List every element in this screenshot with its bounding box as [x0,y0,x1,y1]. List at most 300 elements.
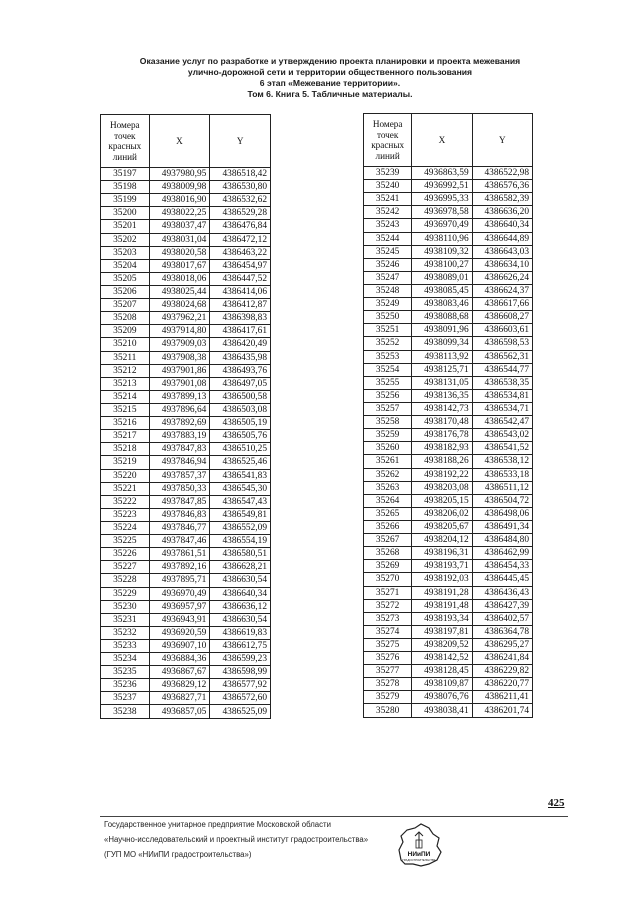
y-coordinate-cell: 4386640,34 [210,587,271,600]
x-coordinate-cell: 4938206,02 [412,507,472,520]
point-number-cell: 35274 [364,625,412,638]
x-coordinate-cell: 4937861,51 [149,548,210,561]
y-coordinate-cell: 4386643,03 [472,245,532,258]
table-row [101,299,271,312]
table-row [364,652,533,665]
table-row [101,194,271,207]
y-coordinate-cell: 4386454,97 [210,259,271,272]
y-coordinate-cell: 4386364,78 [472,625,532,638]
point-number-cell: 35238 [101,705,150,718]
x-coordinate-cell: 4937892,69 [149,417,210,430]
y-coordinate-cell: 4386552,09 [210,521,271,534]
y-coordinate-cell: 4386533,18 [472,468,532,481]
y-coordinate-cell: 4386510,25 [210,443,271,456]
x-coordinate-cell: 4936957,97 [149,600,210,613]
table-row [364,691,533,704]
y-coordinate-cell: 4386582,39 [472,193,532,206]
point-number-cell: 35253 [364,350,412,363]
table-row [364,180,533,193]
point-number-cell: 35279 [364,691,412,704]
y-coordinate-cell: 4386572,60 [210,692,271,705]
x-coordinate-cell: 4936829,12 [149,679,210,692]
x-coordinate-cell: 4938205,67 [412,520,472,533]
point-number-cell: 35224 [101,521,150,534]
point-number-cell: 35249 [364,298,412,311]
table-row [364,350,533,363]
x-coordinate-cell: 4938142,52 [412,652,472,665]
point-number-cell: 35207 [101,299,150,312]
logo-text: НИиПИ [407,851,431,858]
table-row [364,625,533,638]
header-line-4: Том 6. Книга 5. Табличные материалы. [247,89,413,99]
page-number: 425 [548,797,565,809]
y-coordinate-cell: 4386617,66 [472,298,532,311]
table-row [364,284,533,297]
table-row [364,678,533,691]
table-row [101,338,271,351]
x-coordinate-cell: 4937914,80 [149,325,210,338]
point-number-cell: 35227 [101,561,150,574]
y-coordinate-cell: 4386619,83 [210,626,271,639]
table-row [101,666,271,679]
x-coordinate-cell: 4938031,04 [149,233,210,246]
table-row [364,193,533,206]
point-number-cell: 35248 [364,284,412,297]
y-coordinate-cell: 4386511,12 [472,481,532,494]
point-number-cell: 35272 [364,599,412,612]
point-number-cell: 35280 [364,704,412,717]
point-number-cell: 35206 [101,285,150,298]
x-coordinate-cell: 4938191,28 [412,586,472,599]
y-coordinate-cell: 4386201,74 [472,704,532,717]
x-coordinate-cell: 4938100,27 [412,258,472,271]
point-number-header: Номера точек красных линий [364,114,412,167]
x-coordinate-cell: 4938017,67 [149,259,210,272]
x-coordinate-cell: 4938203,08 [412,481,472,494]
table-row [364,442,533,455]
institute-logo-icon [393,820,445,872]
table-row [101,364,271,377]
point-number-cell: 35202 [101,233,150,246]
point-number-cell: 35210 [101,338,150,351]
x-coordinate-cell: 4938009,98 [149,181,210,194]
x-coordinate-cell: 4937847,83 [149,443,210,456]
table-row [364,704,533,717]
point-number-cell: 35268 [364,547,412,560]
table-row [101,285,271,298]
point-number-cell: 35266 [364,520,412,533]
x-coordinate-cell: 4937896,64 [149,403,210,416]
table-row [101,679,271,692]
x-coordinate-cell: 4937847,85 [149,495,210,508]
y-coordinate-cell: 4386624,37 [472,284,532,297]
x-coordinate-cell: 4937846,77 [149,521,210,534]
table-row [101,561,271,574]
y-coordinate-cell: 4386211,41 [472,691,532,704]
table-row [364,547,533,560]
y-coordinate-cell: 4386530,80 [210,181,271,194]
x-coordinate-cell: 4938016,90 [149,194,210,207]
point-number-cell: 35215 [101,403,150,416]
table-row [101,181,271,194]
x-coordinate-cell: 4938099,34 [412,337,472,350]
point-number-cell: 35244 [364,232,412,245]
x-coordinate-cell: 4938197,81 [412,625,472,638]
y-coordinate-cell: 4386636,20 [472,206,532,219]
y-coordinate-cell: 4386598,99 [210,666,271,679]
table-row [101,521,271,534]
x-coordinate-cell: 4937892,16 [149,561,210,574]
x-coordinate-cell: 4938191,48 [412,599,472,612]
x-coordinate-cell: 4938109,87 [412,678,472,691]
y-coordinate-cell: 4386626,24 [472,271,532,284]
point-number-cell: 35258 [364,416,412,429]
y-coordinate-cell: 4386436,43 [472,586,532,599]
table-row [101,548,271,561]
table-row [364,573,533,586]
y-coordinate-cell: 4386518,42 [210,168,271,181]
y-coordinate-cell: 4386498,06 [472,507,532,520]
table-row [101,443,271,456]
x-coordinate-cell: 4938196,31 [412,547,472,560]
point-number-cell: 35245 [364,245,412,258]
y-coordinate-cell: 4386402,57 [472,612,532,625]
x-coordinate-cell: 4936920,59 [149,626,210,639]
table-row [101,246,271,259]
point-number-cell: 35222 [101,495,150,508]
point-number-cell: 35209 [101,325,150,338]
x-coordinate-cell: 4938188,26 [412,455,472,468]
table-row [364,337,533,350]
header-line-3: 6 этап «Межевание территории». [259,78,401,88]
x-coordinate-cell: 4936970,49 [149,587,210,600]
x-coordinate-cell: 4937901,08 [149,377,210,390]
x-coordinate-cell: 4938088,68 [412,311,472,324]
x-header: X [412,114,472,167]
x-coordinate-cell: 4938022,25 [149,207,210,220]
y-coordinate-cell: 4386534,81 [472,389,532,402]
point-number-cell: 35257 [364,402,412,415]
point-number-header: Номера точек красных линий [101,115,150,168]
table-row [364,271,533,284]
table-row [364,245,533,258]
y-coordinate-cell: 4386599,23 [210,653,271,666]
y-coordinate-cell: 4386529,28 [210,207,271,220]
table-row [364,494,533,507]
table-body-right [364,167,533,718]
x-coordinate-cell: 4937908,38 [149,351,210,364]
x-coordinate-cell: 4938142,73 [412,402,472,415]
table-row [101,430,271,443]
point-number-cell: 35217 [101,430,150,443]
table-body-left [101,168,271,719]
point-number-cell: 35239 [364,167,412,180]
table-row [101,653,271,666]
table-row [364,455,533,468]
table-row [364,481,533,494]
y-coordinate-cell: 4386554,19 [210,535,271,548]
table-row [101,351,271,364]
table-row [101,600,271,613]
y-coordinate-cell: 4386241,84 [472,652,532,665]
table-row [364,376,533,389]
point-number-cell: 35223 [101,508,150,521]
point-number-cell: 35261 [364,455,412,468]
x-coordinate-cell: 4938125,71 [412,363,472,376]
table-row [364,258,533,271]
x-coordinate-cell: 4938110,96 [412,232,472,245]
table-row [364,167,533,180]
table-row [101,272,271,285]
y-coordinate-cell: 4386612,75 [210,639,271,652]
y-coordinate-cell: 4386547,43 [210,495,271,508]
point-number-cell: 35204 [101,259,150,272]
y-coordinate-cell: 4386608,27 [472,311,532,324]
y-coordinate-cell: 4386628,21 [210,561,271,574]
table-row [364,206,533,219]
table-row [364,612,533,625]
y-coordinate-cell: 4386522,98 [472,167,532,180]
table-row [101,259,271,272]
header-line-2: улично-дорожной сети и территории общественного пользования [187,67,473,77]
table-row [101,587,271,600]
x-coordinate-cell: 4937850,33 [149,482,210,495]
header-line-1: Оказание услуг по разработке и утверждению проекта планировки и проекта межевания [139,56,521,66]
table-row [364,665,533,678]
y-coordinate-cell: 4386505,76 [210,430,271,443]
point-number-cell: 35240 [364,180,412,193]
point-number-cell: 35218 [101,443,150,456]
y-header: Y [472,114,532,167]
table-row [364,520,533,533]
x-coordinate-cell: 4936884,36 [149,653,210,666]
table-header-row [101,115,271,168]
table-row [101,469,271,482]
table-row [364,298,533,311]
y-coordinate-cell: 4386630,54 [210,613,271,626]
y-coordinate-cell: 4386598,53 [472,337,532,350]
y-coordinate-cell: 4386503,08 [210,403,271,416]
table-row [364,324,533,337]
y-coordinate-cell: 4386497,05 [210,377,271,390]
y-coordinate-cell: 4386543,02 [472,429,532,442]
y-coordinate-cell: 4386545,30 [210,482,271,495]
y-coordinate-cell: 4386636,12 [210,600,271,613]
y-coordinate-cell: 4386562,31 [472,350,532,363]
y-coordinate-cell: 4386417,61 [210,325,271,338]
point-number-cell: 35267 [364,534,412,547]
x-coordinate-cell: 4938038,41 [412,704,472,717]
point-number-cell: 35219 [101,456,150,469]
x-coordinate-cell: 4936992,51 [412,180,472,193]
x-coordinate-cell: 4938176,78 [412,429,472,442]
x-coordinate-cell: 4936863,59 [412,167,472,180]
table-row [101,403,271,416]
y-coordinate-cell: 4386229,82 [472,665,532,678]
table-row [101,390,271,403]
x-coordinate-cell: 4936867,67 [149,666,210,679]
table-row [364,638,533,651]
table-row [101,705,271,718]
table-row [101,535,271,548]
y-coordinate-cell: 4386398,83 [210,312,271,325]
point-number-cell: 35235 [101,666,150,679]
point-number-cell: 35201 [101,220,150,233]
x-coordinate-cell: 4938020,58 [149,246,210,259]
point-number-cell: 35234 [101,653,150,666]
x-coordinate-cell: 4937846,83 [149,508,210,521]
x-coordinate-cell: 4938083,46 [412,298,472,311]
y-header: Y [210,115,271,168]
x-coordinate-cell: 4938018,06 [149,272,210,285]
y-coordinate-cell: 4386549,81 [210,508,271,521]
x-coordinate-cell: 4938089,01 [412,271,472,284]
table-row [364,311,533,324]
x-coordinate-cell: 4937909,03 [149,338,210,351]
x-coordinate-cell: 4937847,46 [149,535,210,548]
point-number-cell: 35232 [101,626,150,639]
x-coordinate-cell: 4938037,47 [149,220,210,233]
x-coordinate-cell: 4938085,45 [412,284,472,297]
y-coordinate-cell: 4386476,84 [210,220,271,233]
x-coordinate-cell: 4937962,21 [149,312,210,325]
point-number-cell: 35236 [101,679,150,692]
point-number-cell: 35250 [364,311,412,324]
y-coordinate-cell: 4386463,22 [210,246,271,259]
point-number-cell: 35278 [364,678,412,691]
point-number-cell: 35212 [101,364,150,377]
point-number-cell: 35211 [101,351,150,364]
x-coordinate-cell: 4938182,93 [412,442,472,455]
table-row [101,207,271,220]
x-coordinate-cell: 4937980,95 [149,168,210,181]
x-coordinate-cell: 4936978,58 [412,206,472,219]
table-row [364,507,533,520]
table-row [101,168,271,181]
x-coordinate-cell: 4936827,71 [149,692,210,705]
point-number-cell: 35264 [364,494,412,507]
point-number-cell: 35213 [101,377,150,390]
x-coordinate-cell: 4937883,19 [149,430,210,443]
point-number-cell: 35259 [364,429,412,442]
y-coordinate-cell: 4386630,54 [210,574,271,587]
x-coordinate-cell: 4938193,34 [412,612,472,625]
point-number-cell: 35265 [364,507,412,520]
y-coordinate-cell: 4386295,27 [472,638,532,651]
x-coordinate-cell: 4937901,86 [149,364,210,377]
y-coordinate-cell: 4386493,76 [210,364,271,377]
y-coordinate-cell: 4386454,33 [472,560,532,573]
point-number-cell: 35270 [364,573,412,586]
point-number-cell: 35214 [101,390,150,403]
point-number-cell: 35233 [101,639,150,652]
footer-line-1: Государственное унитарное предприятие Московской области [104,820,331,829]
point-number-cell: 35263 [364,481,412,494]
table-row [101,456,271,469]
footer-line-3: (ГУП МО «НИиПИ градостроительства») [104,850,252,859]
point-number-cell: 35205 [101,272,150,285]
point-number-cell: 35221 [101,482,150,495]
y-coordinate-cell: 4386445,45 [472,573,532,586]
table-row [101,220,271,233]
table-row [101,574,271,587]
table-row [101,495,271,508]
x-coordinate-cell: 4938170,48 [412,416,472,429]
table-row [364,232,533,245]
point-number-cell: 35271 [364,586,412,599]
y-coordinate-cell: 4386634,10 [472,258,532,271]
table-row [101,417,271,430]
point-number-cell: 35275 [364,638,412,651]
point-number-cell: 35228 [101,574,150,587]
coordinates-table-left [100,114,271,719]
point-number-cell: 35269 [364,560,412,573]
table-row [101,639,271,652]
point-number-cell: 35225 [101,535,150,548]
point-number-cell: 35216 [101,417,150,430]
table-row [364,429,533,442]
y-coordinate-cell: 4386541,52 [472,442,532,455]
y-coordinate-cell: 4386577,92 [210,679,271,692]
y-coordinate-cell: 4386534,71 [472,402,532,415]
x-coordinate-cell: 4937899,13 [149,390,210,403]
x-coordinate-cell: 4938128,45 [412,665,472,678]
point-number-cell: 35252 [364,337,412,350]
point-number-cell: 35254 [364,363,412,376]
point-number-cell: 35251 [364,324,412,337]
x-coordinate-cell: 4936857,05 [149,705,210,718]
point-number-cell: 35237 [101,692,150,705]
y-coordinate-cell: 4386472,12 [210,233,271,246]
y-coordinate-cell: 4386532,62 [210,194,271,207]
table-row [101,233,271,246]
x-coordinate-cell: 4938192,03 [412,573,472,586]
y-coordinate-cell: 4386491,34 [472,520,532,533]
y-coordinate-cell: 4386541,83 [210,469,271,482]
table-row [364,389,533,402]
x-coordinate-cell: 4938113,92 [412,350,472,363]
table-row [101,508,271,521]
x-coordinate-cell: 4938024,68 [149,299,210,312]
y-coordinate-cell: 4386484,80 [472,534,532,547]
table-row [101,613,271,626]
point-number-cell: 35230 [101,600,150,613]
y-coordinate-cell: 4386220,77 [472,678,532,691]
table-row [101,325,271,338]
table-row [364,416,533,429]
point-number-cell: 35276 [364,652,412,665]
x-coordinate-cell: 4937895,71 [149,574,210,587]
table-row [364,468,533,481]
y-coordinate-cell: 4386544,77 [472,363,532,376]
y-coordinate-cell: 4386580,51 [210,548,271,561]
point-number-cell: 35243 [364,219,412,232]
point-number-cell: 35203 [101,246,150,259]
y-coordinate-cell: 4386525,46 [210,456,271,469]
y-coordinate-cell: 4386640,34 [472,219,532,232]
point-number-cell: 35200 [101,207,150,220]
point-number-cell: 35198 [101,181,150,194]
point-number-cell: 35262 [364,468,412,481]
table-row [364,534,533,547]
y-coordinate-cell: 4386542,47 [472,416,532,429]
x-coordinate-cell: 4936970,49 [412,219,472,232]
y-coordinate-cell: 4386603,61 [472,324,532,337]
x-coordinate-cell: 4938025,44 [149,285,210,298]
x-coordinate-cell: 4938109,32 [412,245,472,258]
y-coordinate-cell: 4386435,98 [210,351,271,364]
table-row [101,692,271,705]
